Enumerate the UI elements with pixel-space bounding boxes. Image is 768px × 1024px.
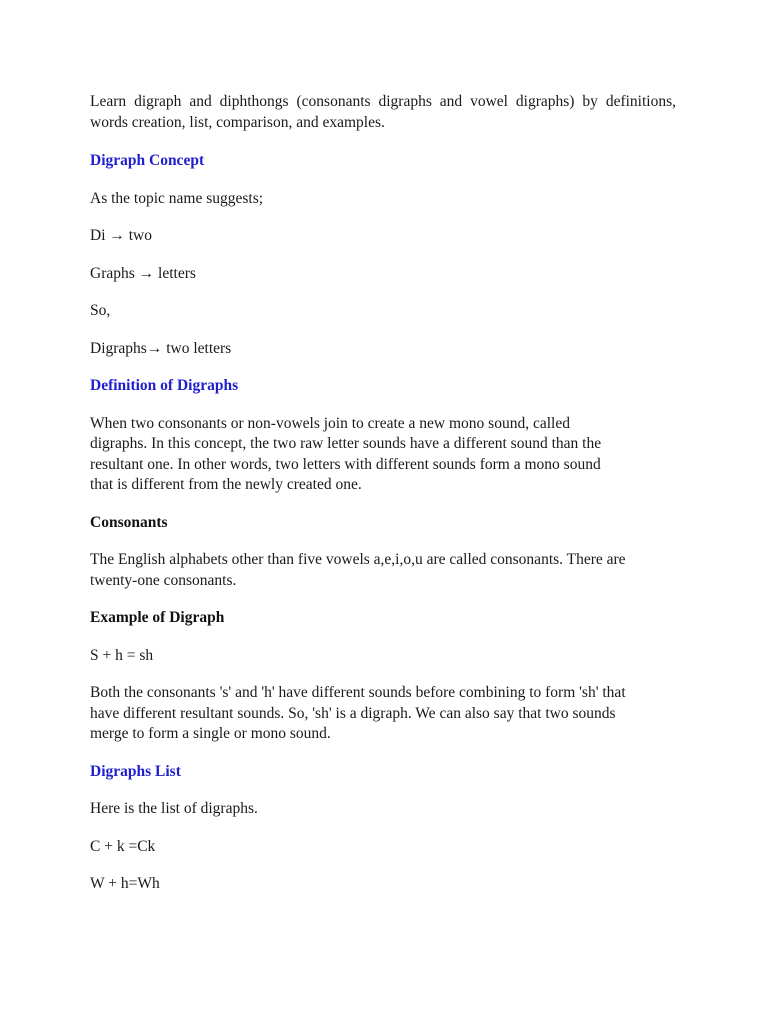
heading-digraphs-list: Digraphs List	[90, 762, 181, 780]
concept-line: As the topic name suggests;	[90, 189, 264, 207]
intro-paragraph: Learn digraph and diphthongs (consonants digraphs and vowel digraphs) by definitions, words creation, list, comparison, and examples.	[90, 93, 676, 131]
consonants-paragraph	[90, 550, 676, 591]
concept-line: Di → two	[90, 227, 152, 244]
heading-digraph-concept: Digraph Concept	[90, 152, 205, 169]
example-paragraph	[90, 683, 676, 745]
definition-line: digraphs. In this concept, the two raw letter sounds have a different sound than the	[90, 435, 602, 452]
document-page	[90, 92, 676, 912]
concept-line: Digraphs→ two letters	[90, 339, 232, 357]
example-line: merge to form a single or mono sound.	[90, 725, 331, 742]
consonants-line: twenty-one consonants.	[90, 571, 237, 589]
example-line: Both the consonants 's' and 'h' have different sounds before combining to form 'sh' that	[90, 684, 626, 701]
example-formula: S + h = sh	[90, 646, 154, 664]
heading-definition-of-digraphs: Definition of Digraphs	[90, 377, 239, 394]
definition-line: When two consonants or non-vowels join to create a new mono sound, called	[90, 414, 570, 432]
consonants-line: The English alphabets other than five vowels a,e,i,o,u are called consonants. There are	[90, 551, 626, 568]
concept-line: Graphs → letters	[90, 264, 196, 282]
example-line: have different resultant sounds. So, 'sh' is a digraph. We can also say that two sounds	[90, 704, 616, 722]
concept-line: So,	[90, 302, 111, 319]
heading-consonants: Consonants	[90, 513, 168, 531]
list-intro: Here is the list of digraphs.	[90, 800, 258, 817]
list-item: W + h=Wh	[90, 875, 160, 892]
definition-paragraph	[90, 414, 676, 496]
definition-line: that is different from the newly created one.	[90, 476, 362, 493]
heading-example-of-digraph: Example of Digraph	[90, 609, 225, 626]
list-item: C + k =Ck	[90, 837, 156, 855]
definition-line: resultant one. In other words, two letters with different sounds form a mono sound	[90, 455, 601, 473]
